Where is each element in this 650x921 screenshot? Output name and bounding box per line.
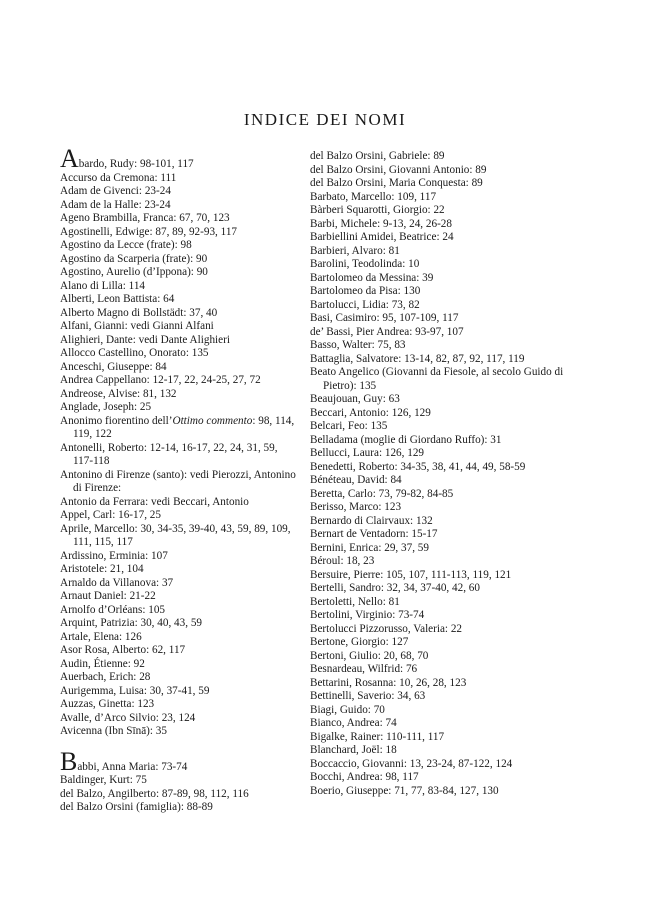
index-entry xyxy=(60,280,300,294)
index-entry xyxy=(310,474,572,488)
entry-text: Allocco Castellino, Onorato: 135 xyxy=(60,347,209,359)
entry-text: Audin, Étienne: 92 xyxy=(60,657,145,670)
page-title: INDICE DEI NOMI xyxy=(243,110,407,129)
entry-text: Benedetti, Roberto: 34-35, 38, 41, 44, 49, 58-59 xyxy=(310,460,526,473)
entry-text: Baldinger, Kurt: 75 xyxy=(60,774,147,786)
entry-text: Arnolfo d’Orléans: 105 xyxy=(60,603,166,616)
entry-text: Bartolomeo da Pisa: 130 xyxy=(310,285,421,297)
entry-text: Barbato, Marcello: 109, 117 xyxy=(310,190,437,203)
entry-text: Agostinelli, Edwige: 87, 89, 92-93, 117 xyxy=(60,225,238,238)
index-entry xyxy=(310,312,572,326)
index-entry xyxy=(310,245,572,259)
entry-text: Beccari, Antonio: 126, 129 xyxy=(310,406,431,419)
index-entry xyxy=(310,501,572,515)
entry-text: Agostino da Lecce (frate): 98 xyxy=(60,239,192,251)
entry-text: Béroul: 18, 23 xyxy=(310,555,375,567)
index-entry xyxy=(60,253,300,267)
entry-text: Belcari, Feo: 135 xyxy=(310,420,388,432)
entry-text: Avalle, d’Arco Silvio: 23, 124 xyxy=(60,711,196,724)
entry-text: Belladama (moglie di Giordano Ruffo): 31 xyxy=(310,433,502,446)
entry-text: Barbiellini Amidei, Beatrice: 24 xyxy=(310,231,454,243)
entry-text: Antonelli, Roberto: 12-14, 16-17, 22, 24, 31, 59, 117-118 xyxy=(60,441,278,467)
index-entry xyxy=(310,717,572,731)
index-entry xyxy=(310,150,572,164)
index-entry xyxy=(60,293,300,307)
index-entry xyxy=(60,496,300,510)
entry-text: Bertolini, Virginio: 73-74 xyxy=(310,609,425,621)
index-entry xyxy=(310,731,572,745)
entry-text: Aurigemma, Luisa: 30, 37-41, 59 xyxy=(60,684,210,697)
entry-text: bardo, Rudy: 98-101, 117 xyxy=(78,158,194,170)
index-entry xyxy=(310,407,572,421)
index-entry xyxy=(310,366,572,393)
entry-text: del Balzo Orsini (famiglia): 88-89 xyxy=(60,801,213,813)
index-entry xyxy=(60,644,300,658)
index-entry xyxy=(310,515,572,529)
index-entry xyxy=(310,542,572,556)
entry-text: Artale, Elena: 126 xyxy=(60,630,142,643)
index-column-left xyxy=(60,144,300,815)
index-entry xyxy=(60,604,300,618)
entry-text: Blanchard, Joël: 18 xyxy=(310,744,397,756)
entry-text: del Balzo Orsini, Maria Conquesta: 89 xyxy=(310,177,483,189)
index-entry xyxy=(60,658,300,672)
index-entry xyxy=(310,785,572,799)
index-entry xyxy=(60,801,300,815)
index-entry xyxy=(60,226,300,240)
entry-text: Bertelli, Sandro: 32, 34, 37-40, 42, 60 xyxy=(310,582,480,594)
entry-text: Bigalke, Rainer: 110-111, 117 xyxy=(310,730,445,743)
index-entry xyxy=(60,266,300,280)
entry-text: Battaglia, Salvatore: 13-14, 82, 87, 92, 117, 119 xyxy=(310,352,525,365)
index-entry xyxy=(310,663,572,677)
index-entry xyxy=(60,746,300,776)
index-entry xyxy=(310,582,572,596)
index-entry xyxy=(310,758,572,772)
entry-text: Asor Rosa, Alberto: 62, 117 xyxy=(60,644,186,656)
index-entry xyxy=(310,434,572,448)
entry-text: Bertoletti, Nello: 81 xyxy=(310,595,400,608)
entry-text: Antonio da Ferrara: vedi Beccari, Antonio xyxy=(60,495,249,508)
index-entry xyxy=(310,569,572,583)
index-entry xyxy=(310,636,572,650)
index-entry xyxy=(310,690,572,704)
entry-text: Bertoni, Giulio: 20, 68, 70 xyxy=(310,649,429,662)
entry-text: Aprile, Marcello: 30, 34-35, 39-40, 43, 59, 89, 109, 111, 115, 117 xyxy=(60,522,291,548)
index-entry xyxy=(310,393,572,407)
entry-text: del Balzo, Angilberto: 87-89, 98, 112, 116 xyxy=(60,787,249,800)
index-entry xyxy=(310,299,572,313)
index-entry xyxy=(60,577,300,591)
entry-text: Bianco, Andrea: 74 xyxy=(310,717,397,729)
entry-text: Arnaldo da Villanova: 37 xyxy=(60,576,174,589)
entry-text: Biagi, Guido: 70 xyxy=(310,703,385,716)
index-entry xyxy=(60,442,300,469)
index-entry xyxy=(60,374,300,388)
entry-text: Accurso da Cremona: 111 xyxy=(60,171,177,184)
entry-text: Berisso, Marco: 123 xyxy=(310,501,402,513)
entry-text: Anceschi, Giuseppe: 84 xyxy=(60,360,167,373)
index-entry xyxy=(60,361,300,375)
entry-text: Bàrberi Squarotti, Giorgio: 22 xyxy=(310,204,445,216)
index-entry xyxy=(310,339,572,353)
index-entry xyxy=(60,671,300,685)
index-entry xyxy=(60,774,300,788)
index-entry xyxy=(310,204,572,218)
entry-text: Basso, Walter: 75, 83 xyxy=(310,339,406,351)
index-entry xyxy=(310,609,572,623)
entry-text: Bertone, Giorgio: 127 xyxy=(310,636,409,648)
index-entry xyxy=(310,528,572,542)
index-entry xyxy=(60,590,300,604)
entry-text: Auzzas, Ginetta: 123 xyxy=(60,698,155,710)
index-entry xyxy=(310,191,572,205)
entry-text: Bettinelli, Saverio: 34, 63 xyxy=(310,690,426,702)
index-entry xyxy=(60,347,300,361)
entry-text: Adam de Givenci: 23-24 xyxy=(60,185,171,197)
entry-text: del Balzo Orsini, Gabriele: 89 xyxy=(310,150,445,162)
index-entry xyxy=(310,218,572,232)
index-entry xyxy=(310,650,572,664)
index-entry xyxy=(310,555,572,569)
entry-text: Avicenna (Ibn Sīnā): 35 xyxy=(60,725,167,737)
entry-text: Andreose, Alvise: 81, 132 xyxy=(60,387,177,400)
entry-text: Anonimo fiorentino dell’ xyxy=(60,414,173,427)
index-entry xyxy=(60,388,300,402)
entry-text: Bellucci, Laura: 126, 129 xyxy=(310,447,425,459)
entry-text: de’ Bassi, Pier Andrea: 93-97, 107 xyxy=(310,325,464,338)
entry-text: Alano di Lilla: 114 xyxy=(60,279,146,292)
index-entry xyxy=(60,631,300,645)
index-entry xyxy=(310,258,572,272)
entry-text: Bersuire, Pierre: 105, 107, 111-113, 119, 121 xyxy=(310,568,512,581)
index-entry xyxy=(60,563,300,577)
entry-text: Boccaccio, Giovanni: 13, 23-24, 87-122, 124 xyxy=(310,757,513,770)
entry-text: Bernart de Ventadorn: 15-17 xyxy=(310,528,438,540)
entry-text: Bartolucci, Lidia: 73, 82 xyxy=(310,298,420,311)
entry-text: Ageno Brambilla, Franca: 67, 70, 123 xyxy=(60,212,230,224)
entry-text: Beaujouan, Guy: 63 xyxy=(310,393,400,405)
index-entry xyxy=(60,415,300,442)
index-entry xyxy=(60,172,300,186)
section-initial: B xyxy=(60,746,78,776)
index-entry xyxy=(60,469,300,496)
entry-text: Ardissino, Erminia: 107 xyxy=(60,549,168,562)
entry-text: Boerio, Giuseppe: 71, 77, 83-84, 127, 130 xyxy=(310,784,499,797)
entry-text: Aristotele: 21, 104 xyxy=(60,563,144,575)
entry-text: Barolini, Teodolinda: 10 xyxy=(310,258,420,270)
index-entry xyxy=(310,771,572,785)
index-entry xyxy=(310,461,572,475)
index-entry xyxy=(310,177,572,191)
entry-text: Andrea Cappellano: 12-17, 22, 24-25, 27, 72 xyxy=(60,374,261,386)
entry-text: Beato Angelico (Giovanni da Fiesole, al secolo Guido di Pietro): 135 xyxy=(310,366,564,392)
index-entry xyxy=(60,509,300,523)
entry-text: Barbieri, Alvaro: 81 xyxy=(310,244,400,257)
entry-text: Bénéteau, David: 84 xyxy=(310,474,402,486)
index-entry xyxy=(60,712,300,726)
entry-text: Arquint, Patrizia: 30, 40, 43, 59 xyxy=(60,617,203,629)
index-entry xyxy=(60,401,300,415)
index-entry xyxy=(60,698,300,712)
index-entry xyxy=(60,550,300,564)
entry-text: Alfani, Gianni: vedi Gianni Alfani xyxy=(60,320,214,332)
index-entry xyxy=(310,285,572,299)
entry-text: abbi, Anna Maria: 73-74 xyxy=(77,760,188,773)
index-entry xyxy=(60,199,300,213)
entry-italic-text: Ottimo commento xyxy=(172,414,253,427)
index-entry xyxy=(60,685,300,699)
index-entry xyxy=(60,239,300,253)
index-entry xyxy=(310,420,572,434)
entry-text: Auerbach, Erich: 28 xyxy=(60,671,151,683)
entry-text: Bettarini, Rosanna: 10, 26, 28, 123 xyxy=(310,676,467,689)
entry-text: Barbi, Michele: 9-13, 24, 26-28 xyxy=(310,217,452,230)
index-entry xyxy=(60,320,300,334)
index-entry xyxy=(310,744,572,758)
entry-text: Alighieri, Dante: vedi Dante Alighieri xyxy=(60,333,230,346)
index-entry xyxy=(60,144,300,173)
index-entry xyxy=(60,523,300,550)
index-entry xyxy=(310,447,572,461)
index-entry xyxy=(310,353,572,367)
entry-text: del Balzo Orsini, Giovanni Antonio: 89 xyxy=(310,163,487,176)
entry-text: Basi, Casimiro: 95, 107-109, 117 xyxy=(310,312,459,324)
entry-text: Bartolomeo da Messina: 39 xyxy=(310,271,434,284)
entry-text: Alberti, Leon Battista: 64 xyxy=(60,293,175,305)
index-entry xyxy=(60,185,300,199)
entry-text: Agostino da Scarperia (frate): 90 xyxy=(60,252,208,265)
entry-pages: : 98, 114, 119, 122 xyxy=(73,414,295,440)
index-entry xyxy=(310,272,572,286)
index-entry xyxy=(60,788,300,802)
entry-text: Anglade, Joseph: 25 xyxy=(60,401,152,413)
index-entry xyxy=(60,617,300,631)
index-entry xyxy=(310,596,572,610)
entry-text: Alberto Magno di Bollstädt: 37, 40 xyxy=(60,306,218,319)
index-entry xyxy=(60,334,300,348)
index-entry xyxy=(310,704,572,718)
entry-text: Bocchi, Andrea: 98, 117 xyxy=(310,771,419,783)
entry-text: Agostino, Aurelio (d’Ippona): 90 xyxy=(60,266,208,278)
entry-text: Besnardeau, Wilfrid: 76 xyxy=(310,663,418,675)
entry-text: Bernardo di Clairvaux: 132 xyxy=(310,514,433,527)
index-entry xyxy=(310,623,572,637)
index-entry xyxy=(60,725,300,739)
entry-text: Bernini, Enrica: 29, 37, 59 xyxy=(310,541,429,554)
entry-text: Appel, Carl: 16-17, 25 xyxy=(60,509,161,521)
section-initial: A xyxy=(60,144,79,173)
index-column-right xyxy=(310,150,572,798)
index-entry xyxy=(310,326,572,340)
index-entry xyxy=(310,231,572,245)
index-entry xyxy=(60,307,300,321)
index-entry xyxy=(310,677,572,691)
index-entry xyxy=(310,164,572,178)
entry-text: Adam de la Halle: 23-24 xyxy=(60,198,171,211)
index-entry xyxy=(310,488,572,502)
entry-text: Antonino di Firenze (santo): vedi Pierozzi, Antonino di Firenze: xyxy=(60,468,296,494)
entry-text: Beretta, Carlo: 73, 79-82, 84-85 xyxy=(310,487,454,500)
entry-text: Arnaut Daniel: 21-22 xyxy=(60,590,156,602)
index-entry xyxy=(60,212,300,226)
entry-text: Bertolucci Pizzorusso, Valeria: 22 xyxy=(310,622,463,635)
